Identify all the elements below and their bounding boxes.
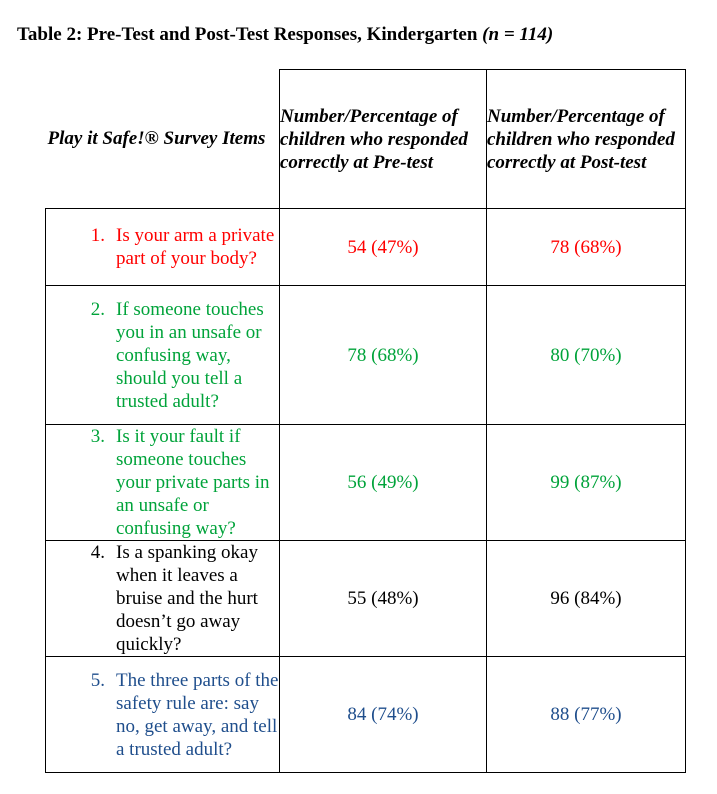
table-row xyxy=(46,209,686,286)
pre-test-value: 78 (68%) xyxy=(280,286,487,425)
pre-test-value: 54 (47%) xyxy=(280,209,487,286)
post-test-value: 78 (68%) xyxy=(487,209,686,286)
header-post-test: Number/Percentage of children who responded correctly at Post-test xyxy=(487,70,686,209)
post-test-value: 96 (84%) xyxy=(487,541,686,657)
header-pre-test: Number/Percentage of children who responded correctly at Pre-test xyxy=(280,70,487,209)
question-text: Is your arm a private part of your body? xyxy=(116,225,275,269)
question-cell xyxy=(46,657,280,773)
question-cell xyxy=(46,425,280,541)
table-caption xyxy=(17,24,553,46)
post-test-value: 88 (77%) xyxy=(487,657,686,773)
question-number: 1. xyxy=(90,225,105,246)
header-survey-items: Play it Safe!® Survey Items xyxy=(46,70,280,209)
question-number: 2. xyxy=(90,298,105,320)
post-test-value: 99 (87%) xyxy=(487,425,686,541)
question-number: 3. xyxy=(90,426,105,447)
pre-test-value: 56 (49%) xyxy=(280,425,487,541)
question-cell xyxy=(46,541,280,657)
question-cell xyxy=(46,209,280,286)
header-row xyxy=(46,70,686,209)
table-row xyxy=(46,286,686,425)
pre-test-value: 55 (48%) xyxy=(280,541,487,657)
question-text: The three parts of the safety rule are: say no, get away, and tell a trusted adult? xyxy=(116,669,279,760)
question-text: If someone touches you in an unsafe or confusing way, should you tell a trusted adult? xyxy=(116,298,264,412)
question-text: Is it your fault if someone touches your private parts in an unsafe or confusing way? xyxy=(116,426,270,539)
table-row xyxy=(46,541,686,657)
caption-title: Table 2: Pre-Test and Post-Test Responses, Kindergarten xyxy=(17,24,478,45)
question-number: 5. xyxy=(90,669,105,691)
question-number: 4. xyxy=(90,542,105,563)
survey-results-table xyxy=(45,69,686,773)
post-test-value: 80 (70%) xyxy=(487,286,686,425)
table-row xyxy=(46,425,686,541)
pre-test-value: 84 (74%) xyxy=(280,657,487,773)
table-row xyxy=(46,657,686,773)
question-cell xyxy=(46,286,280,425)
question-text: Is a spanking okay when it leaves a bruise and the hurt doesn’t go away quickly? xyxy=(116,542,258,655)
caption-sample-size: (n = 114) xyxy=(482,24,554,45)
